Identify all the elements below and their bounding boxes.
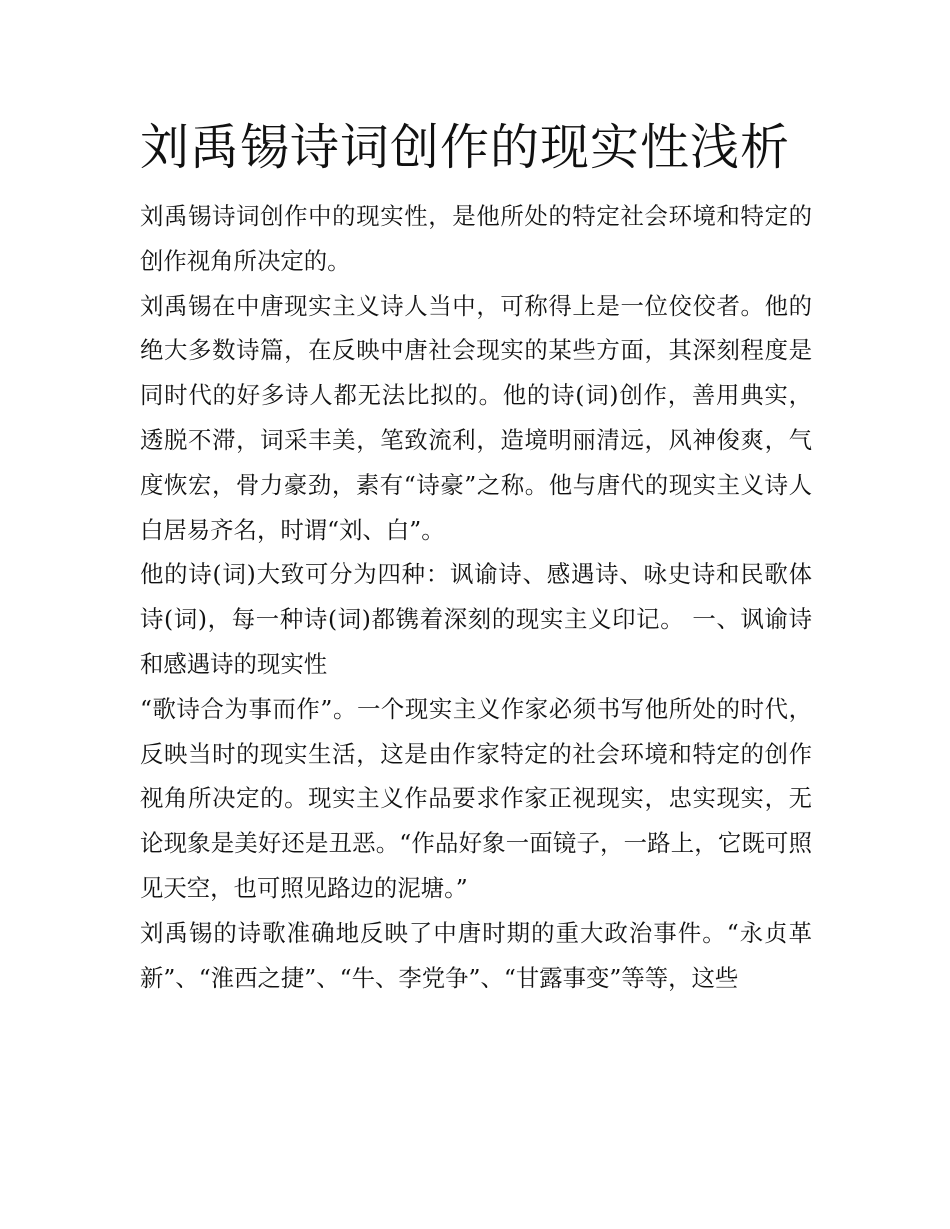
paragraph-poet-status: 刘禹锡在中唐现实主义诗人当中，可称得上是一位佼佼者。他的绝大多数诗篇，在反映中唐社会现实的某些方面，其深刻程度是同时代的好多诗人都无法比拟的。他的诗(词)创作，善用典实，透脱不滞，词采丰美，笔致流利，造境明丽清远，风神俊爽，气度恢宏，骨力豪劲，素有“诗豪”之称。他与唐代的现实主义诗人白居易齐名，时谓“刘、白”。 — [140, 291, 812, 544]
paragraph-poem-types: 他的诗(词)大致可分为四种：讽谕诗、感遇诗、咏史诗和民歌体诗(词)，每一种诗(词)都镌着深刻的现实主义印记。 一、讽谕诗和感遇诗的现实性 — [140, 560, 812, 678]
paragraph-political-events: 刘禹锡的诗歌准确地反映了中唐时期的重大政治事件。“永贞革新”、“淮西之捷”、“牛、李党争”、“甘露事变”等等，这些 — [140, 918, 812, 992]
document-title: 刘禹锡诗词创作的现实性浅析 — [140, 119, 791, 176]
paragraph-realism-principle: “歌诗合为事而作”。一个现实主义作家必须书写他所处的时代，反映当时的现实生活，这是由作家特定的社会环境和特定的创作视角所决定的。现实主义作品要求作家正视现实，忠实现实，无论现象是美好还是丑恶。“作品好象一面镜子，一路上，它既可照见天空，也可照见路边的泥塘。” — [140, 694, 812, 902]
paragraph-intro: 刘禹锡诗词创作中的现实性，是他所处的特定社会环境和特定的创作视角所决定的。 — [140, 202, 812, 275]
document-body — [140, 112, 812, 1000]
